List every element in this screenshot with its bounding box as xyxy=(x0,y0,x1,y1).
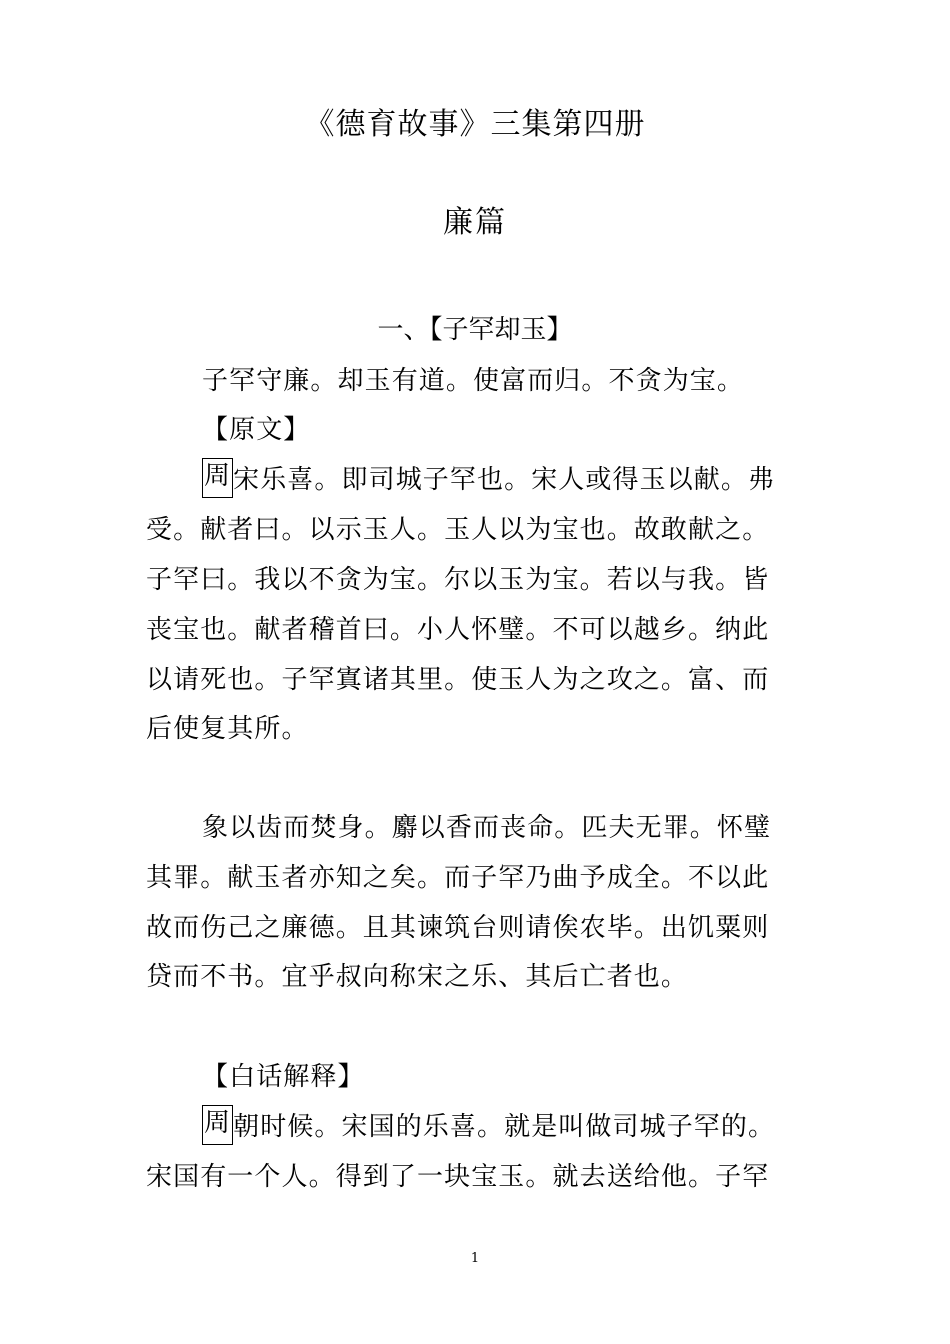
vernacular-line xyxy=(202,1105,806,1149)
section-heading: 一、【子罕却玉】 xyxy=(377,315,573,345)
vernacular-label: 【白话解释】 xyxy=(202,1062,365,1092)
vernacular-line: 宋国有一个人。得到了一块宝玉。就去送给他。子罕 xyxy=(146,1162,770,1192)
commentary-line: 象以齿而焚身。麝以香而丧命。匹夫无罪。怀璧 xyxy=(202,813,772,843)
original-text-line-content: 宋乐喜。即司城子罕也。宋人或得玉以献。弗 xyxy=(233,465,776,495)
chapter-title: 廉篇 xyxy=(443,205,507,240)
commentary-line: 故而伤己之廉德。且其谏筑台则请俟农毕。出饥粟则 xyxy=(146,913,770,943)
original-text-line: 受。献者曰。以示玉人。玉人以为宝也。故敢献之。 xyxy=(146,515,770,545)
original-text-line xyxy=(202,458,806,502)
page-number: 1 xyxy=(470,1251,480,1266)
commentary-line: 贷而不书。宜乎叔向称宋之乐、其后亡者也。 xyxy=(146,962,689,992)
boxed-initial-char: 周 xyxy=(202,458,233,498)
original-text-line: 丧宝也。献者稽首曰。小人怀璧。不可以越乡。纳此 xyxy=(146,615,770,645)
original-text-line: 子罕曰。我以不贪为宝。尔以玉为宝。若以与我。皆 xyxy=(146,565,770,595)
boxed-initial-char: 周 xyxy=(202,1105,233,1145)
document-title: 《德育故事》三集第四册 xyxy=(304,107,646,142)
summary-line: 子罕守廉。却玉有道。使富而归。不贪为宝。 xyxy=(202,366,745,396)
vernacular-line-content: 朝时候。宋国的乐喜。就是叫做司城子罕的。 xyxy=(233,1112,776,1142)
original-text-label: 【原文】 xyxy=(202,415,311,445)
original-text-line: 后使复其所。 xyxy=(146,714,309,744)
commentary-line: 其罪。献玉者亦知之矣。而子罕乃曲予成全。不以此 xyxy=(146,863,770,893)
original-text-line: 以请死也。子罕寘诸其里。使玉人为之攻之。富、而 xyxy=(146,665,770,695)
